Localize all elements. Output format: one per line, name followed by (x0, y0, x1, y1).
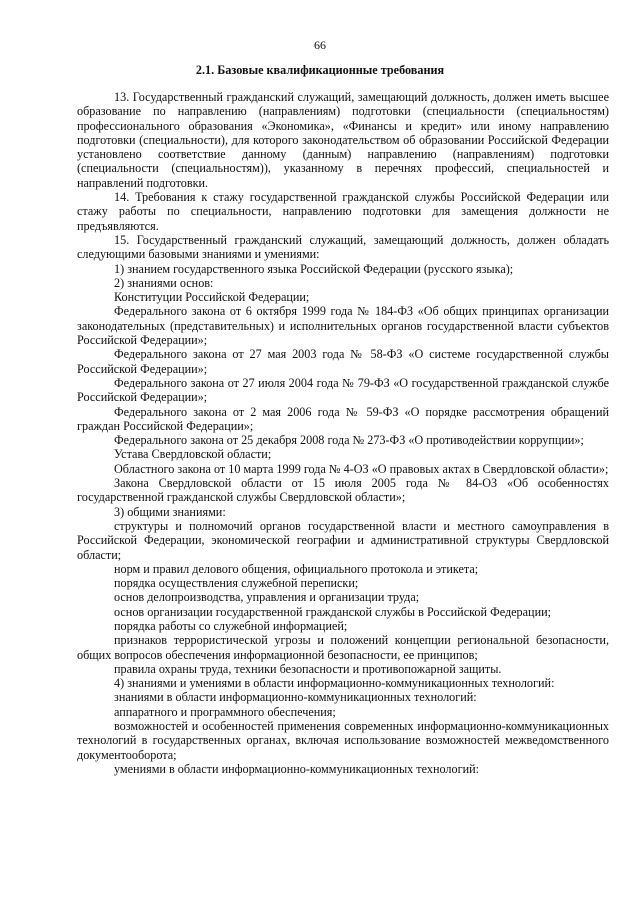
list-item-etiquette: норм и правил делового общения, официального протокола и этикета; (114, 561, 479, 576)
list-item-language: 1) знанием государственного языка Российской Федерации (русского языка); (114, 261, 514, 276)
page-number: 66 (314, 38, 326, 52)
list-item-law-79: Федерального закона от 27 июля 2004 года № 79-ФЗ «О государственной гражданской службе Российской Федерации»; (77, 375, 609, 405)
list-item-law-59: Федерального закона от 2 мая 2006 года № 59-ФЗ «О порядке рассмотрения обращений граждан Российской Федерации»; (77, 404, 609, 433)
list-item-regional-law-84: Закона Свердловской области от 15 июля 2005 года № 84-ОЗ «Об особенностях государственной гражданской службы Свердловской области»; (77, 476, 609, 505)
list-item-law-58: Федерального закона от 27 мая 2003 года № 58-ФЗ «О системе государственной службы Российской Федерации»; (77, 347, 609, 376)
list-item-charter: Устава Свердловской области; (114, 447, 272, 462)
list-item-ict-knowledge: знаниями в области информационно-коммуникационных технологий: (114, 690, 477, 705)
list-item-constitution: Конституции Российской Федерации; (114, 290, 310, 305)
list-item-basics: 2) знаниями основ: (114, 275, 214, 290)
list-item-law-273: Федерального закона от 25 декабря 2008 года № 273-ФЗ «О противодействии коррупции»; (114, 433, 584, 448)
list-item-civil-service: основ организации государственной гражданской службы в Российской Федерации; (114, 604, 552, 619)
list-item-labor-safety: правила охраны труда, техники безопасности и противопожарной защиты. (114, 661, 502, 676)
list-item-official-info: порядка работы со служебной информацией; (114, 618, 348, 633)
paragraph-15-knowledge: 15. Государственный гражданский служащий, замещающий должность, должен обладать следующими базовыми знаниями и умениями: (77, 232, 609, 262)
list-item-general-knowledge: 3) общими знаниями: (114, 504, 226, 519)
list-item-hardware-software: аппаратного и программного обеспечения; (114, 704, 336, 719)
document-body (77, 90, 609, 776)
list-item-correspondence: порядка осуществления служебной переписки; (114, 576, 359, 591)
list-item-security: признаков террористической угрозы и положений концепции региональной безопасности, общих вопросов обеспечения информационной безопасности, ее принципов; (77, 633, 609, 662)
list-item-government-structure: структуры и полномочий органов государственной власти и местного самоуправления в Российской Федерации, экономической географии и административной структуры Свердловской области; (77, 518, 609, 562)
section-heading: 2.1. Базовые квалификационные требования (195, 63, 445, 77)
paragraph-13-education: 13. Государственный гражданский служащий, замещающий должность, должен иметь высшее образование по направлению (направлениям) подготовки (специальности (специальностям) профессионального образования «Экономика», «Финансы и кредит» или иному направлению подготовки (специальности), для которого законодательством об образовании Российской Федерации установлено соответствие данному (данным) направлению (направлениям) подготовки (специальности (специальностям)), указанному в перечнях профессий, специальностей и направлений подготовки. (77, 90, 609, 190)
list-item-law-184: Федерального закона от 6 октября 1999 года № 184-ФЗ «Об общих принципах организации законодательных (представительных) и исполнительных органов государственной власти субъектов Российской Федерации»; (77, 304, 609, 348)
list-item-ict: 4) знаниями и умениями в области информационно-коммуникационных технологий: (114, 676, 555, 691)
list-item-regional-law-4: Областного закона от 10 марта 1999 года № 4-ОЗ «О правовых актах в Свердловской области»; (114, 461, 609, 476)
list-item-records-management: основ делопроизводства, управления и организации труда; (114, 590, 420, 605)
list-item-ict-capabilities: возможностей и особенностей применения современных информационно-коммуникационных технологий в государственных органах, включая использование возможностей межведомственного документооборота; (77, 719, 609, 762)
list-item-ict-skills: умениями в области информационно-коммуникационных технологий: (114, 761, 480, 776)
paragraph-14-experience: 14. Требования к стажу государственной гражданской службы Российской Федерации или стажу работы по специальности, направлению подготовки для замещения должности не предъявляются. (77, 190, 609, 233)
